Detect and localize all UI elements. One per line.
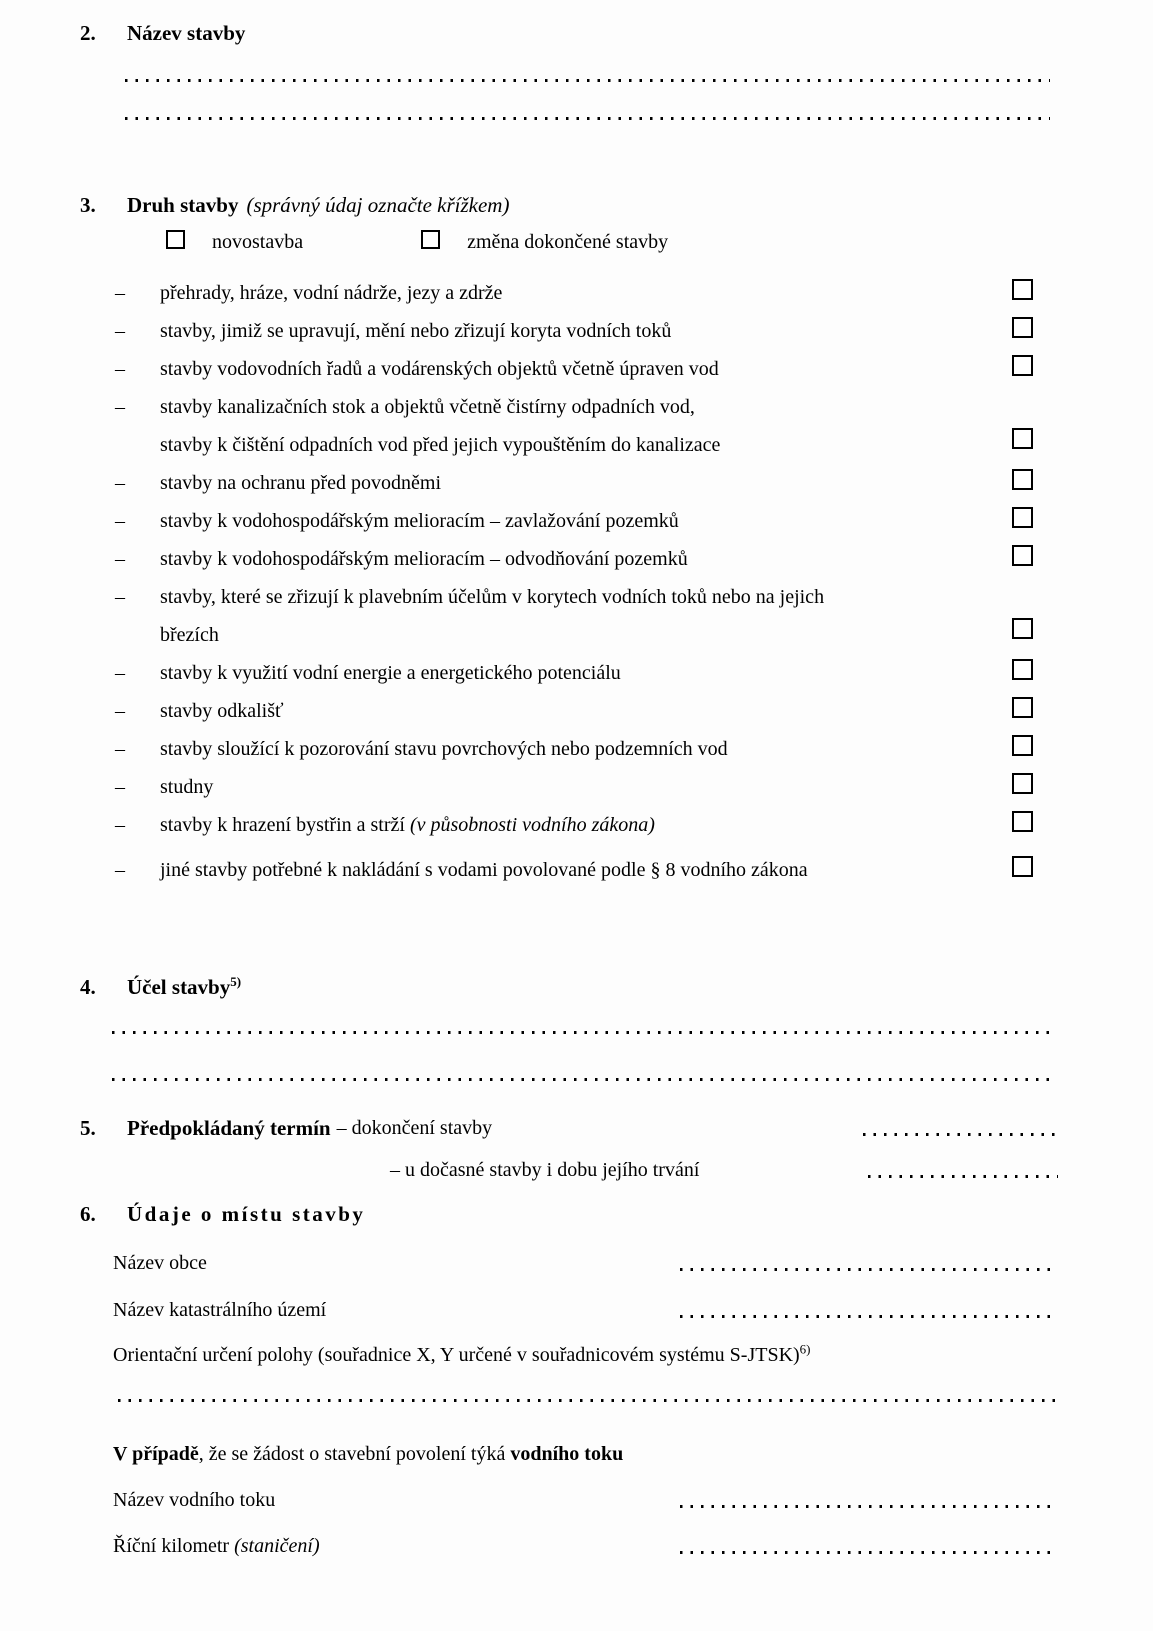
footnote-ref-6: 6) <box>799 1341 811 1357</box>
field-fill-line[interactable] <box>680 1505 1058 1508</box>
item-note: (v působnosti vodního zákona) <box>404 814 655 836</box>
poloha-label: Orientační určení polohy (souřadnice X, Y určené v souřadnicovém systému S-JTSK) <box>113 1344 800 1366</box>
checkbox[interactable] <box>1012 428 1033 449</box>
checkbox[interactable] <box>1012 659 1033 680</box>
druh-stavby-item <box>80 768 1058 806</box>
section-title: Údaje o místu stavby <box>127 1202 366 1226</box>
field-label: Název vodního toku <box>113 1489 276 1511</box>
misto-stavby-fields <box>80 1248 1058 1325</box>
dash-bullet: – <box>115 548 125 570</box>
dash-bullet: – <box>115 662 125 684</box>
section-termin-row-1 <box>80 1113 1058 1143</box>
ucel-stavby-fill-line-2[interactable] <box>112 1078 1050 1081</box>
vodni-tok-intro-middle: , že se žádost o stavební povolení týká <box>198 1443 511 1465</box>
section-number: 2. <box>80 21 96 45</box>
druh-stavby-item <box>80 312 1058 350</box>
item-text: přehrady, hráze, vodní nádrže, jezy a zdrže <box>160 282 503 304</box>
form-field-row <box>113 1485 1058 1515</box>
section-termin-row-2 <box>390 1155 1058 1185</box>
item-text: jiné stavby potřebné k nakládání s vodami povolované podle § 8 vodního zákona <box>160 859 808 881</box>
checkbox[interactable] <box>1012 317 1033 338</box>
termin-dokonceni-fill-line[interactable] <box>863 1133 1058 1136</box>
item-text: stavby k hrazení bystřin a strží (v působnosti vodního zákona) <box>160 814 655 836</box>
druh-stavby-item <box>80 692 1058 730</box>
section-number: 5. <box>80 1116 96 1140</box>
dash-bullet: – <box>115 472 125 494</box>
termin-trvani-fill-line[interactable] <box>868 1175 1058 1178</box>
nazev-stavby-fill-line-2[interactable] <box>125 117 1050 120</box>
druh-stavby-item <box>80 502 1058 540</box>
druh-stavby-item <box>80 388 1058 464</box>
dash-bullet: – <box>115 700 125 722</box>
checkbox[interactable] <box>1012 469 1033 490</box>
field-fill-line[interactable] <box>680 1551 1058 1554</box>
section-title: Název stavby <box>127 21 246 45</box>
dash-bullet: – <box>115 859 125 881</box>
termin-row-label: – dokončení stavby <box>336 1117 493 1139</box>
druh-stavby-item <box>80 730 1058 768</box>
field-fill-line[interactable] <box>680 1268 1058 1271</box>
druh-stavby-item <box>80 578 1058 654</box>
druh-stavby-item <box>80 464 1058 502</box>
vodni-tok-intro-bold-start: V případě <box>113 1443 199 1465</box>
item-text: stavby k využití vodní energie a energetického potenciálu <box>160 662 621 684</box>
poloha-fill-line[interactable] <box>118 1399 1058 1402</box>
dash-bullet: – <box>115 396 125 418</box>
section-number: 4. <box>80 975 96 999</box>
item-text: stavby odkališť <box>160 700 284 722</box>
dash-bullet: – <box>115 282 125 304</box>
ucel-stavby-fill-line-1[interactable] <box>112 1031 1050 1034</box>
druh-stavby-items <box>80 274 1058 889</box>
section-misto-stavby-heading <box>80 1199 1058 1229</box>
footnote-ref-5: 5) <box>230 974 242 989</box>
dash-bullet: – <box>115 738 125 760</box>
dash-bullet: – <box>115 358 125 380</box>
field-label: Název obce <box>113 1252 207 1274</box>
dash-bullet: – <box>115 814 125 836</box>
section-number: 3. <box>80 193 96 217</box>
druh-stavby-item <box>80 540 1058 578</box>
vodni-tok-fields <box>80 1485 1058 1561</box>
dash-bullet: – <box>115 510 125 532</box>
vodni-tok-intro <box>113 1439 1058 1469</box>
field-fill-line[interactable] <box>680 1315 1058 1318</box>
item-text: stavby k vodohospodářským melioracím – zavlažování pozemků <box>160 510 679 532</box>
form-field-row <box>113 1248 1058 1278</box>
druh-stavby-options <box>166 229 1058 255</box>
druh-stavby-item <box>80 806 1058 844</box>
checkbox[interactable] <box>1012 856 1033 877</box>
termin-row-label: – u dočasné stavby i dobu jejího trvání <box>390 1159 700 1181</box>
item-text: studny <box>160 776 214 798</box>
checkbox[interactable] <box>1012 773 1033 794</box>
checkbox[interactable] <box>166 230 185 249</box>
druh-stavby-item <box>80 654 1058 692</box>
dash-bullet: – <box>115 320 125 342</box>
checkbox[interactable] <box>1012 355 1033 376</box>
item-text: stavby sloužící k pozorování stavu povrchových nebo podzemních vod <box>160 738 728 760</box>
druh-stavby-item <box>80 274 1058 312</box>
druh-stavby-option <box>421 229 668 255</box>
item-text: stavby kanalizačních stok a objektů včetně čistírny odpadních vod, stavby k čištění odpadních vod před jejich vypouštěním do kanalizace <box>160 396 721 456</box>
form-field-row <box>113 1295 1058 1325</box>
item-text: stavby na ochranu před povodněmi <box>160 472 442 494</box>
checkbox[interactable] <box>421 230 440 249</box>
section-druh-stavby-heading <box>80 190 1058 220</box>
option-label: změna dokončené stavby <box>467 231 669 253</box>
item-text: stavby k vodohospodářským melioracím – odvodňování pozemků <box>160 548 688 570</box>
section-title: Účel stavby$^{5)}$ <box>127 974 242 999</box>
section-ucel-stavby-heading <box>80 972 1058 1002</box>
section-nazev-stavby-heading <box>80 18 1058 48</box>
poloha-line <box>113 1340 1058 1370</box>
section-number: 6. <box>80 1202 96 1226</box>
checkbox[interactable] <box>1012 279 1033 300</box>
checkbox[interactable] <box>1012 507 1033 528</box>
dash-bullet: – <box>115 776 125 798</box>
checkbox[interactable] <box>1012 697 1033 718</box>
field-label: Říční kilometr (staničení) <box>113 1535 320 1557</box>
form-field-row <box>113 1531 1058 1561</box>
checkbox[interactable] <box>1012 545 1033 566</box>
item-text: stavby, jimiž se upravují, mění nebo zřizují koryta vodních toků <box>160 320 672 342</box>
druh-stavby-item <box>80 350 1058 388</box>
field-label-note: (staničení) <box>229 1535 320 1557</box>
checkbox[interactable] <box>1012 735 1033 756</box>
vodni-tok-intro-bold-end: vodního toku <box>510 1443 624 1465</box>
druh-stavby-item <box>80 851 1058 889</box>
item-text: stavby, které se zřizují k plavebním účelům v korytech vodních toků nebo na jejich březích <box>160 586 825 646</box>
checkbox[interactable] <box>1012 811 1033 832</box>
item-text: stavby vodovodních řadů a vodárenských objektů včetně úpraven vod <box>160 358 719 380</box>
checkbox[interactable] <box>1012 618 1033 639</box>
option-label: novostavba <box>212 231 304 253</box>
dash-bullet: – <box>115 586 125 608</box>
section-title: Druh stavby <box>127 193 239 217</box>
section-title-note: (správný údaj označte křížkem) <box>246 193 510 217</box>
druh-stavby-option <box>166 229 303 255</box>
section-title: Předpokládaný termín <box>127 1116 331 1140</box>
field-label: Název katastrálního území <box>113 1299 327 1321</box>
nazev-stavby-fill-line-1[interactable] <box>125 79 1050 82</box>
